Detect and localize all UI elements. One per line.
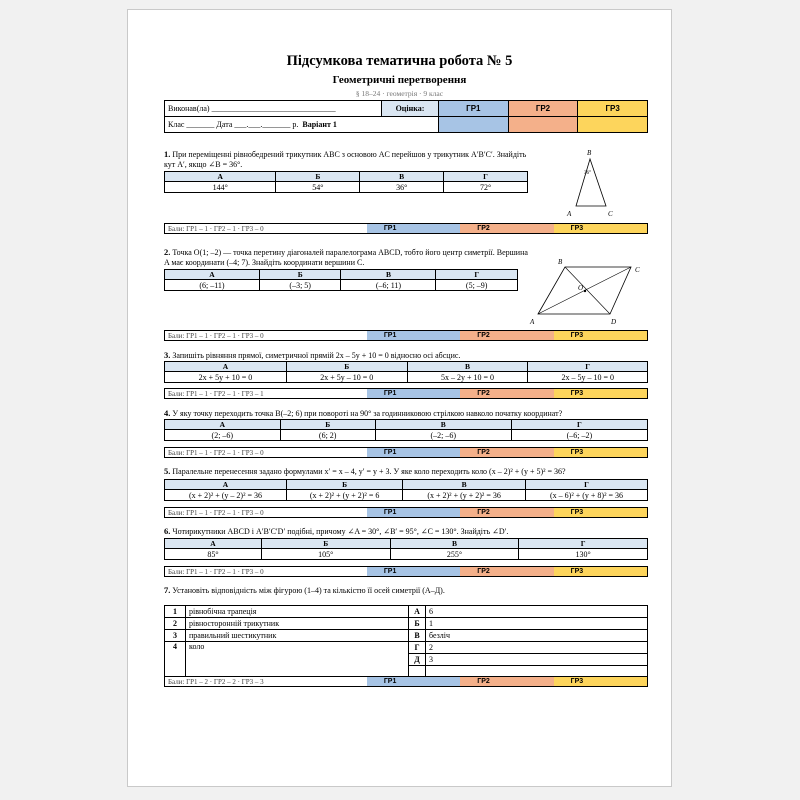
gr2-box[interactable]: [507, 331, 554, 340]
question-number: 3.: [164, 350, 171, 360]
gr3-box[interactable]: [600, 567, 647, 576]
page-subtitle: Геометричні перетворення: [332, 74, 467, 86]
option-a: А: [165, 539, 262, 549]
right-item[interactable]: 6: [426, 606, 648, 618]
score-bar-4: [164, 447, 648, 458]
gr2-box[interactable]: [507, 677, 554, 686]
question-5: [164, 466, 648, 477]
answer-c[interactable]: (x + 2)² + (y + 2)² = 36: [403, 490, 526, 501]
vertex-b: B: [587, 149, 592, 157]
center-point: [584, 290, 586, 292]
option-a: А: [165, 270, 260, 280]
gr1-box[interactable]: [413, 389, 460, 398]
score-bar-3: [164, 388, 648, 399]
gr3-box[interactable]: [600, 224, 647, 233]
answer-b[interactable]: 54°: [276, 182, 360, 193]
right-letter: Д: [409, 654, 426, 666]
gr3-grade-cell[interactable]: [578, 117, 648, 133]
gr1-cell[interactable]: ГР1: [367, 389, 414, 398]
gr2-cell[interactable]: ГР2: [460, 389, 507, 398]
score-bar-1: [164, 223, 648, 234]
gr2-cell[interactable]: ГР2: [460, 567, 507, 576]
gr2-cell[interactable]: ГР2: [460, 448, 507, 457]
gr1-box[interactable]: [413, 448, 460, 457]
page-title: Підсумкова тематична робота № 5: [286, 53, 513, 69]
question-number: 2.: [164, 247, 171, 257]
question-number: 4.: [164, 408, 171, 418]
diagonal-bd: [565, 267, 610, 314]
gr2-cell[interactable]: ГР2: [460, 508, 507, 517]
answer-table-6: [164, 538, 648, 560]
right-letter: Б: [409, 618, 426, 630]
option-a: А: [165, 172, 276, 182]
gr2-box[interactable]: [507, 448, 554, 457]
score-text: Бали: ГР1 – 1 · ГР2 – 1 · ГР3 – 1: [165, 389, 367, 398]
student-label: Виконав(ла) _______________________________: [168, 104, 336, 113]
left-item[interactable]: рівносторонній трикутник: [186, 618, 409, 630]
right-letter: В: [409, 630, 426, 642]
question-number: 6.: [164, 526, 171, 536]
answer-c[interactable]: (–6; 11): [341, 280, 436, 291]
answer-table-3: [164, 361, 648, 383]
gr1-cell[interactable]: ГР1: [367, 567, 414, 576]
left-item[interactable]: правильний шестикутник: [186, 630, 409, 642]
gr2-cell[interactable]: ГР2: [460, 224, 507, 233]
answer-a[interactable]: (2; –6): [165, 430, 281, 441]
score-bar-2: [164, 330, 648, 341]
question-1: [164, 149, 534, 170]
option-c: В: [390, 539, 519, 549]
score-bar-5: [164, 507, 648, 518]
gr1-box[interactable]: [413, 508, 460, 517]
angle-label: 36°: [584, 171, 591, 176]
option-d: Г: [511, 420, 647, 430]
grade-label: Оцінка:: [382, 101, 439, 117]
gr2-box[interactable]: [507, 224, 554, 233]
score-text: Бали: ГР1 – 1 · ГР2 – 1 · ГР3 – 0: [165, 331, 367, 340]
question-6: [164, 526, 648, 537]
gr2-cell[interactable]: ГР2: [460, 677, 507, 686]
option-b: Б: [286, 480, 402, 490]
answer-b[interactable]: (6; 2): [280, 430, 375, 441]
gr3-box[interactable]: [600, 331, 647, 340]
gr1-cell[interactable]: ГР1: [367, 331, 414, 340]
score-text: Бали: ГР1 – 2 · ГР2 – 2 · ГР3 – 3: [165, 677, 367, 686]
score-text: Бали: ГР1 – 1 · ГР2 – 1 · ГР3 – 0: [165, 224, 367, 233]
answer-b[interactable]: (–3; 5): [259, 280, 341, 291]
variant-label: Варіант 1: [302, 120, 337, 129]
gr1-box[interactable]: [413, 677, 460, 686]
option-c: В: [341, 270, 436, 280]
question-4: [164, 408, 648, 419]
answer-a[interactable]: (x + 2)² + (y – 2)² = 36: [165, 490, 287, 501]
gr2-box[interactable]: [507, 567, 554, 576]
option-c: В: [375, 420, 511, 430]
answer-c[interactable]: 5x – 2y + 10 = 0: [407, 372, 528, 383]
center-label: O: [578, 284, 584, 292]
option-c: В: [403, 480, 526, 490]
answer-c[interactable]: (–2; –6): [375, 430, 511, 441]
option-c: В: [407, 362, 528, 372]
left-number: 1: [165, 606, 186, 618]
gr1-box[interactable]: [413, 224, 460, 233]
question-2: [164, 247, 534, 268]
gr2-box[interactable]: [507, 389, 554, 398]
answer-d[interactable]: (5; –9): [436, 280, 518, 291]
answer-d[interactable]: (x – 6)² + (y + 8)² = 36: [525, 490, 647, 501]
gr1-box[interactable]: [413, 331, 460, 340]
gr3-cell[interactable]: ГР3: [554, 508, 601, 517]
gr3-box[interactable]: [600, 677, 647, 686]
option-d: Г: [444, 172, 528, 182]
header-table: [164, 100, 648, 133]
option-d: Г: [525, 480, 647, 490]
worksheet-page: [127, 9, 672, 787]
answer-b[interactable]: 105°: [261, 549, 390, 560]
question-7: [164, 585, 648, 596]
question-text: При переміщенні рівнобедрений трикутник ABC з основою AC перейшов у трикутник A′B′C′. Знайдіть кут A′, якщо ∠B = 36°.: [164, 150, 527, 169]
option-a: А: [165, 480, 287, 490]
triangle-figure: [558, 145, 618, 225]
left-number: 3: [165, 630, 186, 642]
answer-b[interactable]: 2x + 5y – 10 = 0: [286, 372, 407, 383]
answer-a[interactable]: 85°: [165, 549, 262, 560]
answer-table-4: [164, 419, 648, 441]
class-date-field[interactable]: [165, 117, 439, 133]
answer-table-1: [164, 171, 528, 193]
answer-d[interactable]: 72°: [444, 182, 528, 193]
gr2-header: ГР2: [508, 101, 578, 117]
score-text: Бали: ГР1 – 1 · ГР2 – 1 · ГР3 – 0: [165, 448, 367, 457]
score-text: Бали: ГР1 – 1 · ГР2 – 1 · ГР3 – 0: [165, 508, 367, 517]
answer-table-5: [164, 479, 648, 501]
right-item[interactable]: 1: [426, 618, 648, 630]
gr3-cell[interactable]: ГР3: [554, 567, 601, 576]
triangle-shape: [576, 159, 606, 206]
gr1-cell[interactable]: ГР1: [367, 224, 414, 233]
answer-a[interactable]: 2x + 5y + 10 = 0: [165, 372, 287, 383]
left-number: 2: [165, 618, 186, 630]
class-date-label: Клас _______ Дата ___.___._______ р.: [168, 120, 299, 129]
answer-a[interactable]: 144°: [165, 182, 276, 193]
option-b: Б: [261, 539, 390, 549]
answer-b[interactable]: (x + 2)² + (y + 2)² = 6: [286, 490, 402, 501]
gr3-box[interactable]: [600, 389, 647, 398]
vertex-d: D: [611, 318, 617, 326]
question-number: 1.: [164, 149, 171, 159]
gr1-cell[interactable]: ГР1: [367, 508, 414, 517]
gr3-cell[interactable]: ГР3: [554, 224, 601, 233]
answer-d[interactable]: (–6; –2): [511, 430, 647, 441]
gr1-box[interactable]: [413, 567, 460, 576]
gr3-header: ГР3: [578, 101, 648, 117]
right-letter: Г: [409, 642, 426, 654]
gr3-cell[interactable]: ГР3: [554, 677, 601, 686]
answer-table-2: [164, 269, 518, 291]
gr1-cell[interactable]: ГР1: [367, 677, 414, 686]
matching-table: [164, 605, 648, 678]
left-item[interactable]: рівнобічна трапеція: [186, 606, 409, 618]
question-number: 5.: [164, 466, 171, 476]
option-b: Б: [259, 270, 341, 280]
student-field[interactable]: [165, 101, 382, 117]
answer-a[interactable]: (6; –11): [165, 280, 260, 291]
right-item[interactable]: 3: [426, 654, 648, 666]
question-text: Запишіть рівняння прямої, симетричної прямій 2x – 5y + 10 = 0 відносно осі абсцис.: [172, 351, 461, 360]
question-text: Точка O(1; –2) — точка перетину діагоналей паралелограма ABCD, тобто його центр симетрії. Вершина A має координати (–4; 7). Знайдіть координати вершини C.: [164, 248, 528, 267]
page-meta: § 18–24 · геометрія · 9 клас: [355, 89, 444, 98]
right-item[interactable]: 2: [426, 642, 648, 654]
score-bar-6: [164, 566, 648, 577]
gr3-box[interactable]: [600, 508, 647, 517]
gr3-cell[interactable]: ГР3: [554, 331, 601, 340]
gr1-grade-cell[interactable]: [439, 117, 509, 133]
question-text: Установіть відповідність між фігурою (1–4) та кількістю її осей симетрії (А–Д).: [172, 586, 445, 595]
gr3-box[interactable]: [600, 448, 647, 457]
right-item[interactable]: безліч: [426, 630, 648, 642]
option-b: Б: [280, 420, 375, 430]
option-a: А: [165, 420, 281, 430]
left-number: 4: [165, 642, 186, 678]
vertex-b: B: [558, 258, 563, 266]
parallelogram-figure: [528, 254, 648, 326]
option-d: Г: [519, 539, 648, 549]
gr2-box[interactable]: [507, 508, 554, 517]
answer-d[interactable]: 130°: [519, 549, 648, 560]
gr2-grade-cell[interactable]: [508, 117, 578, 133]
question-number: 7.: [164, 585, 171, 595]
option-d: Г: [528, 362, 648, 372]
question-text: У яку точку переходить точка B(–2; 6) при повороті на 90° за годинниковою стрілкою навколо початку координат?: [172, 409, 563, 418]
gr2-cell[interactable]: ГР2: [460, 331, 507, 340]
vertex-a: A: [530, 318, 535, 326]
answer-d[interactable]: 2x – 5y – 10 = 0: [528, 372, 648, 383]
vertex-a: A: [567, 210, 572, 218]
score-text: Бали: ГР1 – 1 · ГР2 – 1 · ГР3 – 0: [165, 567, 367, 576]
question-text: Чотирикутники ABCD і A′B′C′D′ подібні, причому ∠A = 30°, ∠B′ = 95°, ∠C = 130°. Знайдіть ∠D′.: [172, 527, 509, 536]
option-c: В: [360, 172, 444, 182]
question-text: Паралельне перенесення задано формулами x′ = x – 4, y′ = y + 3. У яке коло переходить коло (x – 2)² + (y + 5)² = 36?: [172, 467, 566, 476]
option-b: Б: [286, 362, 407, 372]
answer-c[interactable]: 255°: [390, 549, 519, 560]
gr3-cell[interactable]: ГР3: [554, 389, 601, 398]
left-item[interactable]: коло: [186, 642, 409, 678]
gr1-header: ГР1: [439, 101, 509, 117]
question-3: [164, 350, 648, 361]
option-b: Б: [276, 172, 360, 182]
score-bar-7: [164, 676, 648, 687]
vertex-c: C: [608, 210, 613, 218]
option-a: А: [165, 362, 287, 372]
right-letter: А: [409, 606, 426, 618]
option-d: Г: [436, 270, 518, 280]
vertex-c: C: [635, 266, 640, 274]
answer-c[interactable]: 36°: [360, 182, 444, 193]
gr3-cell[interactable]: ГР3: [554, 448, 601, 457]
gr1-cell[interactable]: ГР1: [367, 448, 414, 457]
